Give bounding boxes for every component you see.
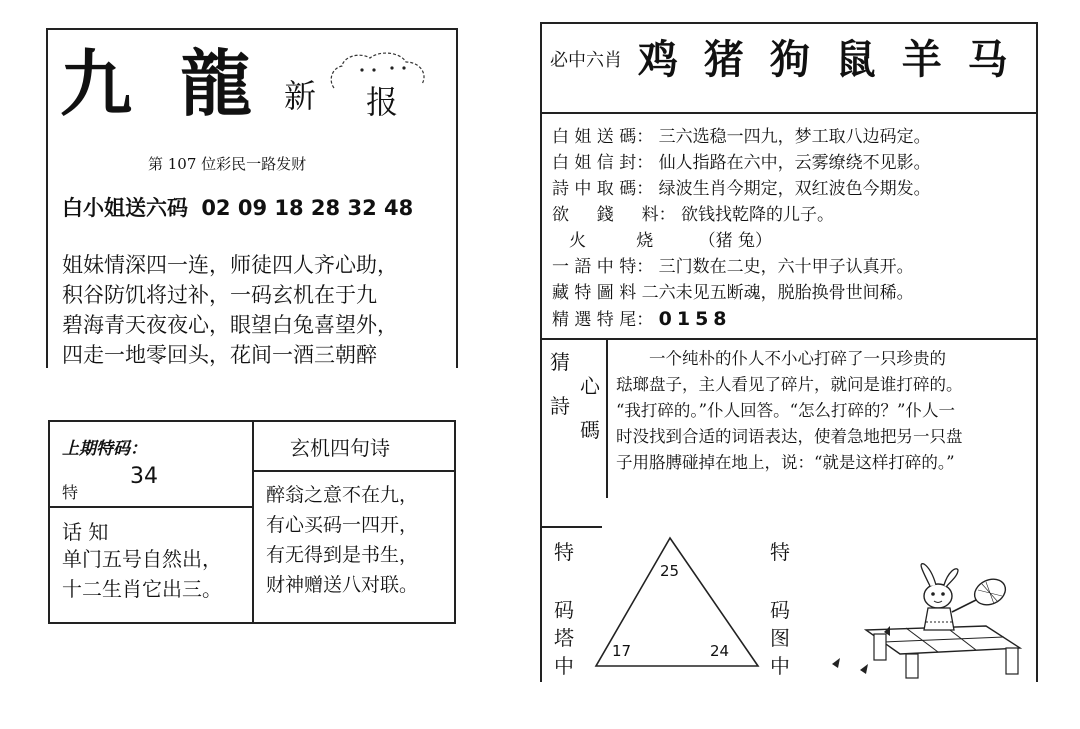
clue-row [552, 254, 931, 280]
clue-label: 白 姐 信 封： [552, 153, 654, 173]
clue-text: 绿波生肖今期定，双红波色今期发。 [658, 179, 931, 199]
last-special-value: 34 [130, 464, 158, 489]
clue-text: 欲钱找乾降的儿子。 [681, 205, 835, 225]
hint-line: 单门五号自然出， [62, 547, 222, 571]
story-label-char: 詩 [550, 394, 570, 418]
mystic-poem-title: 玄机四句诗 [290, 436, 390, 460]
clue-row [552, 176, 931, 202]
story-line: 一个纯朴的仆人不小心打碎了一只珍贵的 [616, 349, 946, 368]
left-left-border [46, 28, 48, 368]
clue-text: 仙人指路在六中，云雾缭绕不见影。 [658, 153, 931, 173]
mystic-line: 有无得到是书生， [266, 544, 419, 566]
clues-divider [540, 338, 1038, 340]
masthead-title-char1: 九 [60, 41, 133, 126]
tower-right-char: 图 [770, 626, 790, 650]
six-numbers-label: 白小姐送六码 [62, 195, 188, 220]
clue-label: 白 姐 送 碼： [552, 127, 654, 147]
clue-row [552, 202, 931, 228]
tower-left-char: 特 [554, 540, 574, 564]
issue-line: 第 107 位彩民一路发财 [148, 155, 307, 173]
six-zodiac-animals: 鸡 猪 狗 鼠 羊 马 [638, 36, 1014, 83]
masthead-title-char2: 龍 [180, 41, 253, 126]
six-numbers-line [62, 192, 413, 222]
rabbit-tennis-illustration-icon [826, 560, 1036, 685]
tower-left-char: 中 [554, 654, 574, 678]
clue-row [552, 150, 931, 176]
mystic-line: 有心买码一四开， [266, 514, 419, 536]
zodiac-divider [540, 112, 1038, 114]
six-zodiac-label: 必中六肖 [550, 50, 622, 71]
story-text [616, 346, 963, 476]
left-right-border [456, 28, 458, 368]
clue-label: 火 烧 [552, 231, 654, 251]
clue-row [552, 228, 931, 254]
tower-left-char: 塔 [554, 626, 574, 650]
lower-box-left [48, 420, 50, 624]
clue-row [552, 280, 931, 306]
cloud-doodle-icon [326, 50, 430, 98]
story-bottom-divider [540, 526, 602, 528]
clue-row [552, 124, 931, 150]
tower-right-char: 中 [770, 654, 790, 678]
clue-text: 三门数在二史，六十甲子认真开。 [658, 257, 914, 277]
story-label-divider [606, 338, 608, 498]
lower-box-right [454, 420, 456, 624]
right-right-border [1036, 22, 1038, 682]
poem-line: 四走一地零回头，花间一酒三朝醉 [62, 343, 377, 367]
clue-label: 精 選 特 尾： [552, 310, 654, 330]
clue-label: 欲 錢 料： [552, 205, 676, 225]
clues-list [552, 124, 931, 333]
story-line: 子用胳膊碰掉在地上，说：“就是这样打碎的。” [616, 453, 955, 472]
last-special-label: 上期特码： [62, 439, 147, 459]
clue-text: 0158 [658, 308, 732, 330]
tower-bottom-right-number: 24 [710, 642, 730, 660]
clue-text: （猪 兔） [698, 231, 773, 251]
last-special-divider [48, 506, 252, 508]
poem-line: 碧海青天夜夜心，眼望白兔喜望外， [62, 313, 398, 337]
masthead-subtitle-char1: 新 [284, 77, 317, 115]
last-special-char: 特 [62, 483, 79, 502]
mystic-poem-lines [266, 480, 418, 600]
tower-right-char: 特 [770, 540, 790, 564]
right-panel [530, 0, 1050, 729]
left-panel [0, 0, 470, 729]
tower-top-number: 25 [660, 562, 680, 580]
six-numbers-values: 02 09 18 28 32 48 [201, 196, 414, 220]
clue-label: 藏 特 圖 料 [552, 283, 637, 303]
story-label-char: 碼 [580, 418, 600, 442]
hint-title: 话 知 [62, 520, 109, 544]
clue-text: 三六选稳一四九，梦工取八边码定。 [658, 127, 931, 147]
story-line: 时没找到合适的词语表达，使着急地把另一只盘 [616, 427, 963, 446]
mystic-line: 醉翁之意不在九， [266, 484, 419, 506]
tower-left-char: 码 [554, 598, 574, 622]
clue-text: 二六未见五断魂，脱胎换骨世间稀。 [641, 283, 914, 303]
lower-box-divider [252, 420, 254, 624]
clue-label: 一 語 中 特： [552, 257, 654, 277]
story-label [550, 346, 604, 496]
poem-line: 姐妹情深四一连，师徒四人齐心助， [62, 253, 398, 277]
hint-lines [62, 544, 222, 604]
masthead-subtitle-char2: 报 [366, 83, 399, 121]
left-top-border [46, 28, 458, 30]
right-left-border [540, 22, 542, 682]
story-line: “我打碎的。”仆人回答。“怎么打碎的？”仆人一 [616, 401, 955, 420]
poem-line: 积谷防饥将过补，一码玄机在于九 [62, 283, 377, 307]
tower-bottom-left-number: 17 [612, 642, 632, 660]
story-label-char: 猜 [550, 350, 570, 374]
clue-row [552, 306, 931, 333]
right-top-border [540, 22, 1038, 24]
story-line: 琺瑯盘子，主人看见了碎片，就问是谁打碎的。 [616, 375, 963, 394]
mystic-line: 财神赠送八对联。 [266, 574, 419, 596]
tower-right-char: 码 [770, 598, 790, 622]
clue-label: 詩 中 取 碼： [552, 179, 654, 199]
hint-line: 十二生肖它出三。 [62, 577, 222, 601]
mystic-title-divider [252, 470, 456, 472]
main-poem [62, 250, 398, 370]
story-label-char: 心 [580, 374, 600, 398]
